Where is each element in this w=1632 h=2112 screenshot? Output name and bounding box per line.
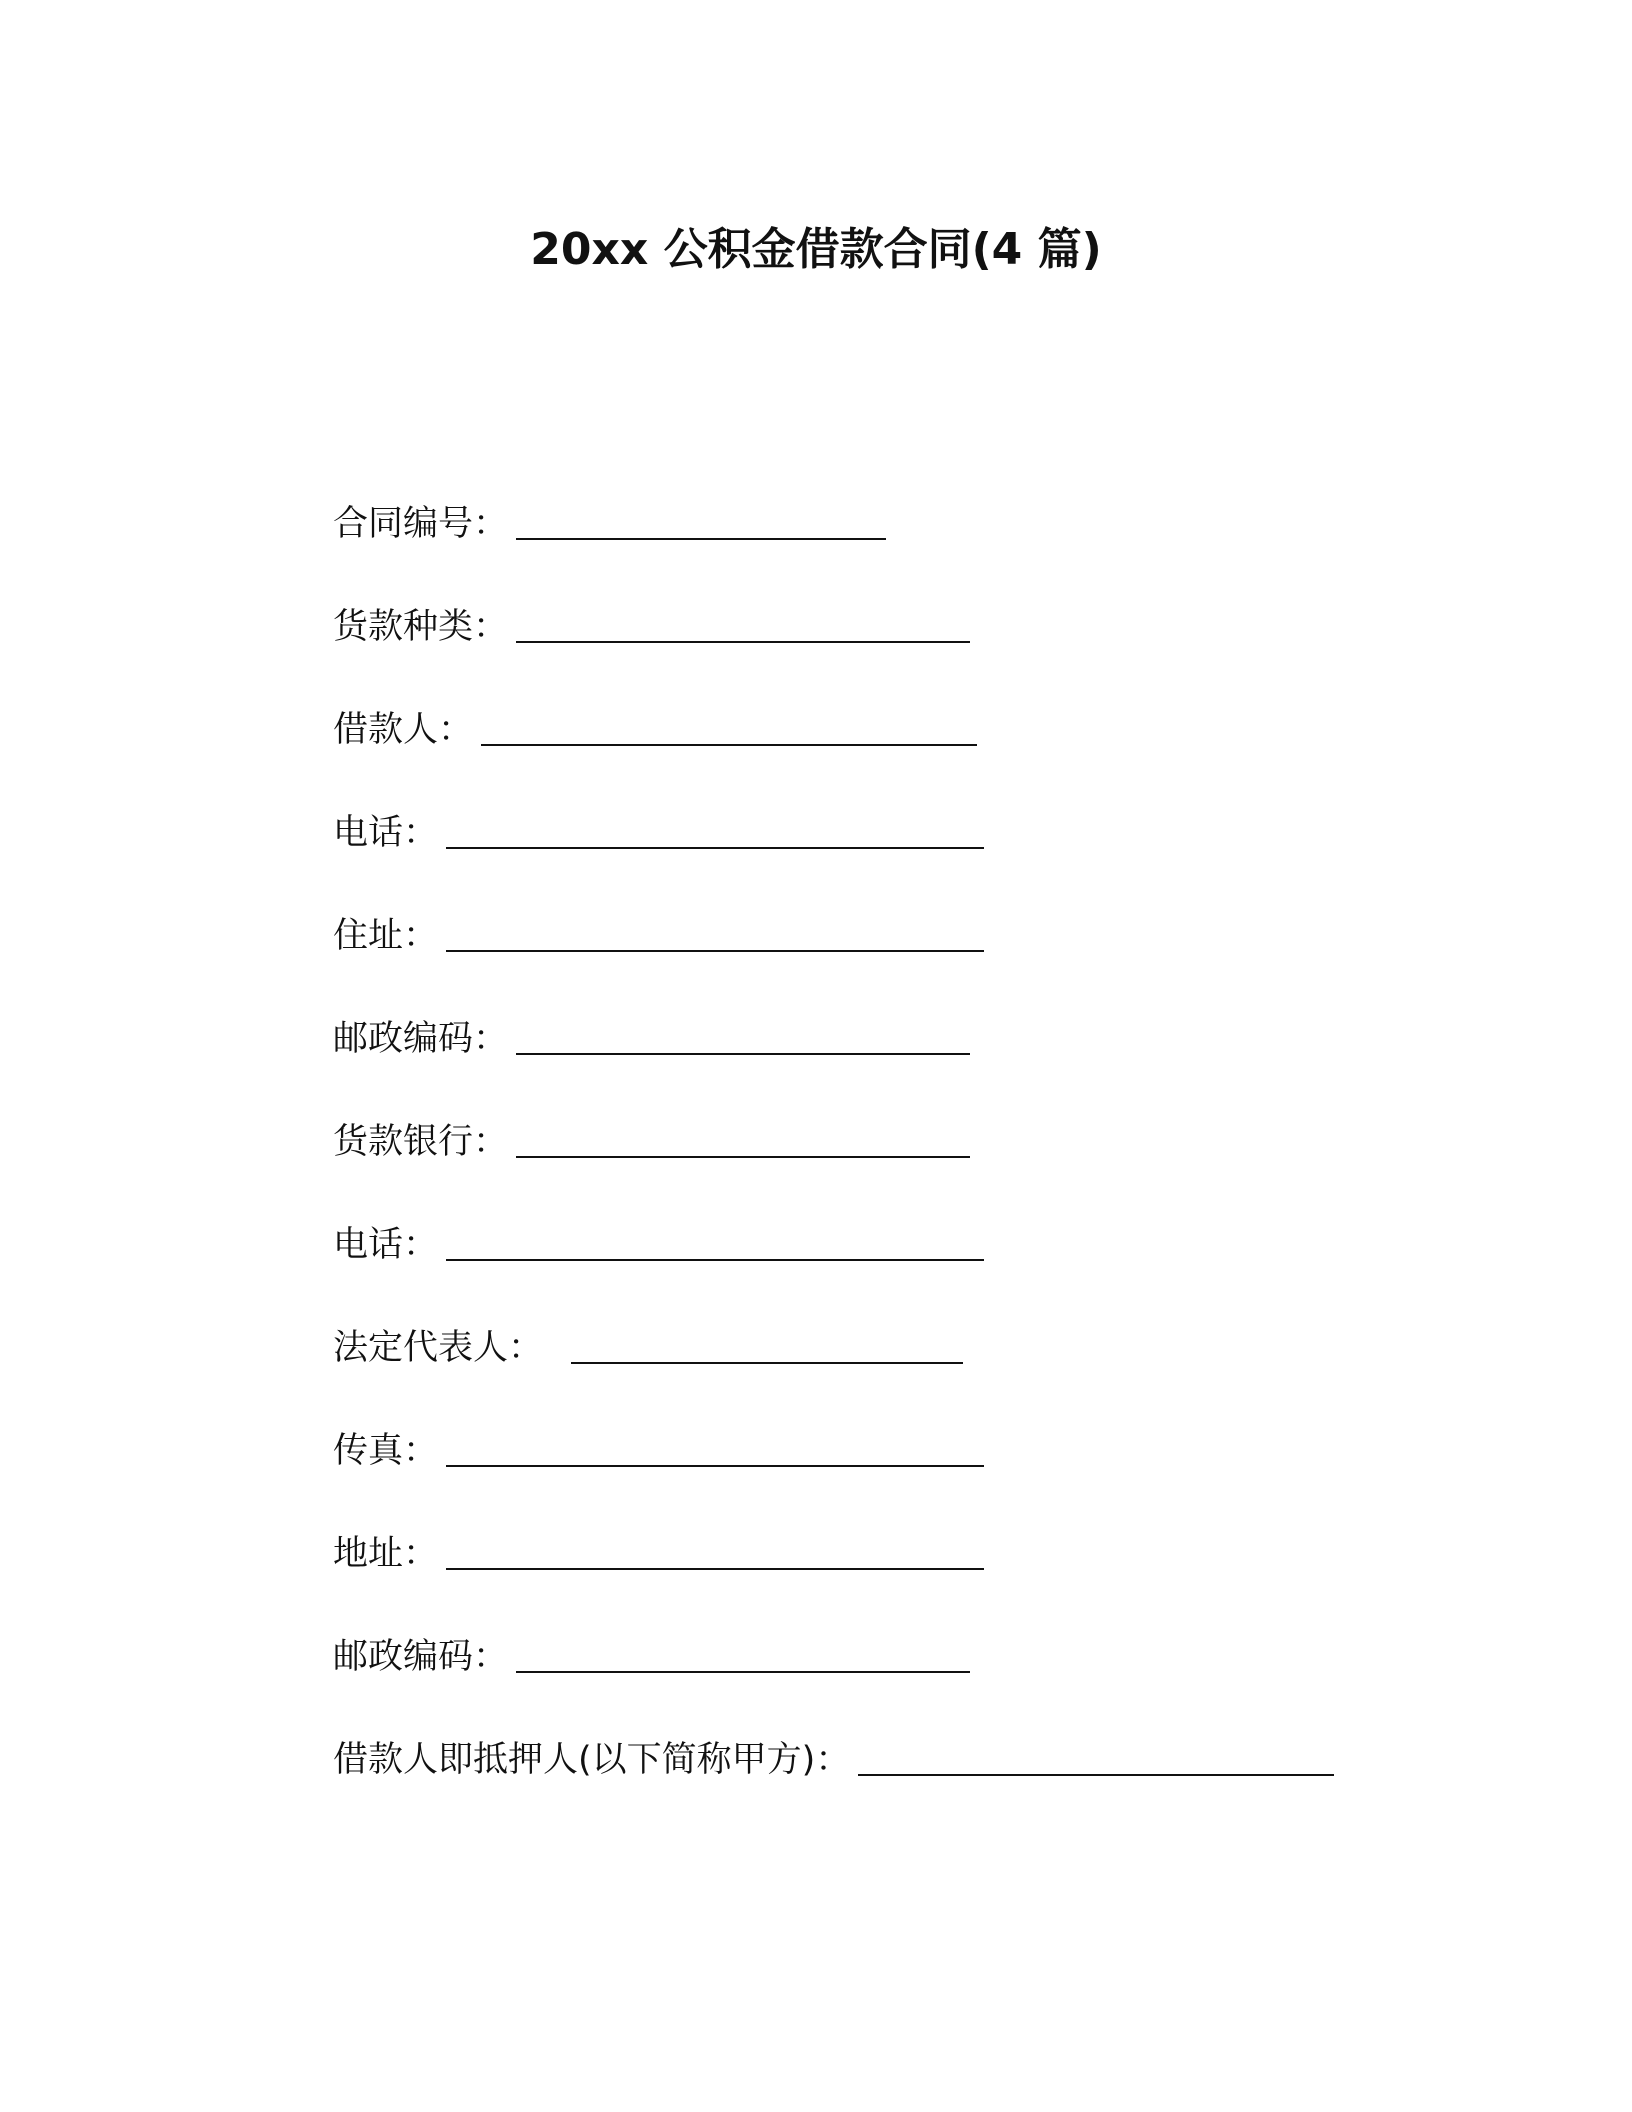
- field-colon: ：: [473, 1019, 509, 1059]
- field-colon: ：: [403, 1225, 439, 1265]
- field-label: 电话: [333, 813, 404, 853]
- field-label: 邮政编码: [333, 1637, 474, 1677]
- field-label: 借款人即抵押人(以下简称甲方): [333, 1740, 816, 1780]
- field-borrower-postcode: [333, 1011, 970, 1061]
- field-loan-type: [333, 599, 970, 649]
- field-colon: ：: [438, 710, 474, 750]
- field-label: 邮政编码: [333, 1019, 474, 1059]
- field-contract-number: [333, 496, 886, 546]
- field-bank-phone: [333, 1217, 984, 1267]
- field-label: 货款种类: [333, 607, 474, 647]
- field-colon: ：: [473, 1122, 509, 1162]
- field-label: 借款人: [333, 710, 439, 750]
- document-title: 20xx 公积金借款合同(4 篇): [530, 224, 1102, 275]
- field-borrower: [333, 702, 977, 752]
- field-colon: ：: [508, 1328, 544, 1368]
- field-borrower-phone: [333, 805, 984, 855]
- borrower-residence-input[interactable]: [446, 920, 984, 952]
- field-lending-bank: [333, 1114, 970, 1164]
- field-party-a: [333, 1732, 1334, 1782]
- bank-address-input[interactable]: [446, 1538, 984, 1570]
- field-label: 传真: [333, 1431, 404, 1471]
- field-colon: ：: [403, 813, 439, 853]
- field-label: 电话: [333, 1225, 404, 1265]
- field-legal-representative: [333, 1320, 963, 1370]
- field-label: 住址: [333, 916, 404, 956]
- field-label: 货款银行: [333, 1122, 474, 1162]
- party-a-input[interactable]: [858, 1744, 1334, 1776]
- bank-postcode-input[interactable]: [516, 1641, 970, 1673]
- legal-representative-input[interactable]: [571, 1332, 963, 1364]
- field-colon: ：: [403, 916, 439, 956]
- field-label: 法定代表人: [333, 1328, 509, 1368]
- bank-phone-input[interactable]: [446, 1229, 984, 1261]
- borrower-phone-input[interactable]: [446, 817, 984, 849]
- field-label: 合同编号: [333, 504, 474, 544]
- contract-number-input[interactable]: [516, 508, 886, 540]
- field-borrower-residence: [333, 908, 984, 958]
- borrower-postcode-input[interactable]: [516, 1023, 970, 1055]
- field-colon: ：: [473, 504, 509, 544]
- borrower-input[interactable]: [481, 714, 977, 746]
- field-label: 地址: [333, 1534, 404, 1574]
- field-bank-postcode: [333, 1629, 970, 1679]
- field-colon: ：: [473, 1637, 509, 1677]
- field-colon: ：: [815, 1740, 851, 1780]
- field-fax: [333, 1423, 984, 1473]
- field-bank-address: [333, 1526, 984, 1576]
- field-colon: ：: [403, 1431, 439, 1471]
- field-colon: ：: [403, 1534, 439, 1574]
- lending-bank-input[interactable]: [516, 1126, 970, 1158]
- loan-type-input[interactable]: [516, 611, 970, 643]
- field-colon: ：: [473, 607, 509, 647]
- fax-input[interactable]: [446, 1435, 984, 1467]
